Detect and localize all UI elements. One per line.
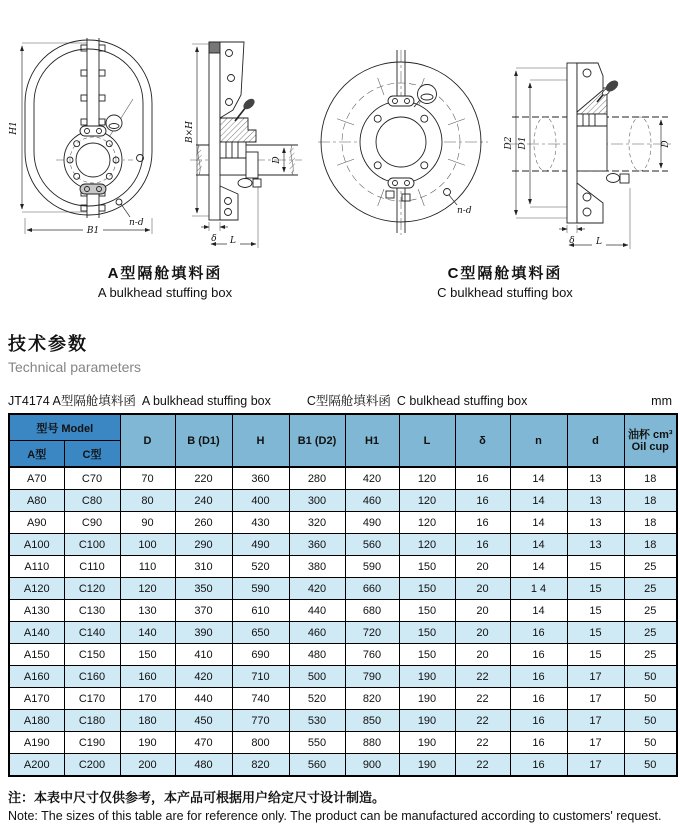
table-cell: 120 [399, 467, 455, 490]
a-front-view [9, 38, 152, 236]
dim-label-c-l: L [596, 237, 602, 247]
heading-zh: 技术参数 [8, 334, 88, 354]
table-cell: C80 [64, 490, 120, 512]
table-cell: 460 [345, 490, 399, 512]
table-cell: 590 [232, 578, 289, 600]
table-cell: 610 [232, 600, 289, 622]
table-cell: 25 [624, 578, 677, 600]
table-cell: 460 [289, 622, 345, 644]
table-cell: 760 [345, 644, 399, 666]
a-oil-cup-icon [106, 115, 122, 131]
table-header [9, 414, 677, 467]
table-row [9, 534, 677, 556]
table-cell: 15 [567, 600, 624, 622]
table-cell: 15 [567, 622, 624, 644]
table-cell: 16 [455, 490, 510, 512]
table-cell: 120 [399, 512, 455, 534]
dim-label-a-d: D [272, 156, 282, 164]
col-l: L [399, 414, 455, 467]
drawing-c-bulkhead-stuffing-box [310, 0, 680, 258]
table-cell: 150 [120, 644, 175, 666]
table-cell: 690 [232, 644, 289, 666]
table-row [9, 644, 677, 666]
table-cell: 300 [289, 490, 345, 512]
c-nd-hole [444, 189, 451, 196]
table-cell: 16 [455, 467, 510, 490]
c-bottom-bolt [402, 194, 410, 201]
col-d-small: d [567, 414, 624, 467]
table-cell: 710 [232, 666, 289, 688]
notes [8, 787, 672, 823]
table-cell: 220 [175, 467, 232, 490]
table-cell: 150 [399, 600, 455, 622]
table-cell: A80 [9, 490, 64, 512]
table-cell: 150 [399, 556, 455, 578]
table-cell: 14 [510, 600, 567, 622]
dim-label-b1: B1 [86, 226, 100, 236]
table-cell: 450 [175, 710, 232, 732]
table-cell: 260 [175, 512, 232, 534]
oil-cup-line2: Oil cup [631, 440, 669, 453]
note-en: Note: The sizes of this table are for reference only. The product can be manufactured according to customers' request. [8, 809, 662, 823]
table-cell: 420 [345, 467, 399, 490]
table-cell: 100 [120, 534, 175, 556]
table-cell: 14 [510, 490, 567, 512]
table-cell: 16 [510, 732, 567, 754]
table-cell: 120 [399, 534, 455, 556]
c-side-view [504, 63, 674, 249]
table-cell: C130 [64, 600, 120, 622]
table-cell: 25 [624, 556, 677, 578]
oil-cup-line1: 油杯 cm³ [627, 428, 673, 441]
table-cell: 150 [399, 622, 455, 644]
table-cell: 560 [289, 754, 345, 777]
table-cell: C190 [64, 732, 120, 754]
table-cell: 800 [232, 732, 289, 754]
table-cell: 16 [510, 644, 567, 666]
table-cell: 900 [345, 754, 399, 777]
technical-drawings [0, 0, 680, 258]
table-cell: 120 [399, 490, 455, 512]
table-cell: 16 [510, 688, 567, 710]
table-body [9, 467, 677, 776]
table-cell: C140 [64, 622, 120, 644]
table-cell: 590 [345, 556, 399, 578]
table-cell: 18 [624, 534, 677, 556]
table-row [9, 710, 677, 732]
table-row [9, 512, 677, 534]
parameters-table [8, 413, 678, 777]
model-header: 型号 Model [9, 414, 120, 441]
table-row [9, 666, 677, 688]
table-cell: 13 [567, 490, 624, 512]
a-center-flange [64, 126, 122, 194]
table-cell: 50 [624, 710, 677, 732]
table-cell: C70 [64, 467, 120, 490]
table-cell: A190 [9, 732, 64, 754]
table-cell: 180 [120, 710, 175, 732]
table-cell: 770 [232, 710, 289, 732]
table-cell: 14 [510, 534, 567, 556]
table-cell: A180 [9, 710, 64, 732]
table-cell: 660 [345, 578, 399, 600]
table-cell: 470 [175, 732, 232, 754]
table-title-right-zh: C型隔舱填料函 [306, 394, 391, 408]
table-cell: A140 [9, 622, 64, 644]
table-cell: A90 [9, 512, 64, 534]
table-unit: mm [651, 394, 672, 408]
dim-label-a-nd: n-d [129, 218, 144, 228]
table-row [9, 688, 677, 710]
table-cell: 140 [120, 622, 175, 644]
table-cell: 550 [289, 732, 345, 754]
table-cell: 390 [175, 622, 232, 644]
table-cell: 25 [624, 600, 677, 622]
table-cell: 14 [510, 467, 567, 490]
dim-label-c-d: D [661, 140, 671, 148]
table-cell: 430 [232, 512, 289, 534]
table-cell: 18 [624, 490, 677, 512]
dim-label-c-delta: δ [569, 236, 575, 246]
table-cell: 850 [345, 710, 399, 732]
table-cell: 17 [567, 754, 624, 777]
table-cell: 20 [455, 644, 510, 666]
table-cell: 190 [399, 666, 455, 688]
table-cell: 190 [120, 732, 175, 754]
c-front-view [318, 50, 488, 235]
table-cell: 16 [510, 754, 567, 777]
table-cell: A110 [9, 556, 64, 578]
table-cell: 480 [175, 754, 232, 777]
col-c-model: C型 [64, 441, 120, 468]
table-cell: 18 [624, 512, 677, 534]
table-cell: 680 [345, 600, 399, 622]
table-cell: 16 [510, 710, 567, 732]
table-cell: 350 [175, 578, 232, 600]
table-cell: 15 [567, 556, 624, 578]
table-cell: A200 [9, 754, 64, 777]
table-cell: 22 [455, 666, 510, 688]
table-cell: 560 [345, 534, 399, 556]
table-cell: 50 [624, 732, 677, 754]
table-cell: 22 [455, 710, 510, 732]
table-cell: 490 [345, 512, 399, 534]
table-cell: 120 [120, 578, 175, 600]
note-zh: 注：本表中尺寸仅供参考，本产品可根据用户给定尺寸设计制造。 [8, 790, 386, 805]
table-cell: 13 [567, 534, 624, 556]
table-cell: 70 [120, 467, 175, 490]
c-bottom-bolt [386, 191, 394, 198]
table-cell: 500 [289, 666, 345, 688]
col-b-d1: B (D1) [175, 414, 232, 467]
table-cell: C180 [64, 710, 120, 732]
table-row [9, 490, 677, 512]
table-cell: 20 [455, 578, 510, 600]
table-cell: 20 [455, 622, 510, 644]
table-cell: 13 [567, 512, 624, 534]
table-cell: 360 [289, 534, 345, 556]
table-cell: 190 [399, 688, 455, 710]
table-cell: 17 [567, 732, 624, 754]
table-cell: 190 [399, 732, 455, 754]
table-cell: A150 [9, 644, 64, 666]
table-cell: A120 [9, 578, 64, 600]
table-cell: 290 [175, 534, 232, 556]
table-cell: 50 [624, 754, 677, 777]
caption-c-en: C bulkhead stuffing box [437, 285, 573, 300]
table-cell: 400 [232, 490, 289, 512]
table-cell: A100 [9, 534, 64, 556]
table-row [9, 754, 677, 777]
table-cell: 740 [232, 688, 289, 710]
col-delta: δ [455, 414, 510, 467]
table-cell: C160 [64, 666, 120, 688]
table-cell: 22 [455, 688, 510, 710]
dim-label-a-delta: δ [211, 234, 217, 244]
table-cell: 50 [624, 688, 677, 710]
table-cell: 720 [345, 622, 399, 644]
dim-label-bxh: B×H [185, 120, 195, 144]
table-cell: 820 [232, 754, 289, 777]
table-cell: 1 4 [510, 578, 567, 600]
drawing-a-bulkhead-stuffing-box [0, 0, 310, 258]
section-heading [8, 330, 680, 375]
dim-label-d1: D1 [518, 136, 528, 150]
table-cell: 15 [567, 578, 624, 600]
table-cell: 380 [289, 556, 345, 578]
caption-a-zh: A型隔舱填料函 [107, 265, 223, 282]
table-cell: 16 [510, 622, 567, 644]
table-cell: 13 [567, 467, 624, 490]
table-cell: 190 [399, 754, 455, 777]
dim-label-h1: H1 [9, 121, 19, 135]
table-cell: 20 [455, 600, 510, 622]
table-cell: 480 [289, 644, 345, 666]
table-cell: A160 [9, 666, 64, 688]
caption-c-zh: C型隔舱填料函 [447, 265, 563, 282]
c-oil-cup-icon [414, 85, 437, 108]
table-row [9, 467, 677, 490]
table-cell: 80 [120, 490, 175, 512]
table-cell: 160 [120, 666, 175, 688]
table-cell: 440 [175, 688, 232, 710]
table-cell: C170 [64, 688, 120, 710]
table-cell: 880 [345, 732, 399, 754]
table-cell: 16 [455, 534, 510, 556]
table-cell: 90 [120, 512, 175, 534]
col-oil-cup [624, 414, 677, 467]
table-cell: 15 [567, 644, 624, 666]
table-cell: 520 [232, 556, 289, 578]
table-cell: C110 [64, 556, 120, 578]
table-cell: A70 [9, 467, 64, 490]
table-cell: 420 [289, 578, 345, 600]
caption-a-type [0, 262, 330, 300]
table-cell: 420 [175, 666, 232, 688]
table-cell: 25 [624, 644, 677, 666]
col-b1-d2: B1 (D2) [289, 414, 345, 467]
col-h1: H1 [345, 414, 399, 467]
table-cell: 150 [399, 644, 455, 666]
table-cell: 50 [624, 666, 677, 688]
table-cell: 14 [510, 556, 567, 578]
table-cell: 17 [567, 666, 624, 688]
table-cell: 530 [289, 710, 345, 732]
table-title [8, 391, 672, 409]
a-side-view [185, 42, 302, 248]
table-cell: 14 [510, 512, 567, 534]
table-cell: 790 [345, 666, 399, 688]
table-cell: 490 [232, 534, 289, 556]
dim-label-d2: D2 [504, 136, 514, 150]
table-cell: 440 [289, 600, 345, 622]
dim-label-c-nd: n-d [457, 206, 472, 216]
drawing-captions [0, 262, 680, 300]
table-cell: 190 [399, 710, 455, 732]
col-h: H [232, 414, 289, 467]
heading-en: Technical parameters [8, 359, 142, 375]
table-cell: 370 [175, 600, 232, 622]
table-cell: 280 [289, 467, 345, 490]
caption-a-en: A bulkhead stuffing box [97, 285, 233, 300]
table-cell: 410 [175, 644, 232, 666]
table-cell: 820 [345, 688, 399, 710]
table-cell: 25 [624, 622, 677, 644]
table-row [9, 556, 677, 578]
table-row [9, 600, 677, 622]
table-cell: 22 [455, 754, 510, 777]
table-cell: 150 [399, 578, 455, 600]
table-cell: 200 [120, 754, 175, 777]
table-cell: 130 [120, 600, 175, 622]
table-cell: 320 [289, 512, 345, 534]
table-cell: 110 [120, 556, 175, 578]
col-n: n [510, 414, 567, 467]
table-cell: 17 [567, 710, 624, 732]
table-cell: 16 [455, 512, 510, 534]
table-row [9, 732, 677, 754]
table-title-left-en: A bulkhead stuffing box [141, 394, 271, 408]
table-cell: C100 [64, 534, 120, 556]
c-center-flange [360, 96, 442, 188]
table-row [9, 622, 677, 644]
table-cell: 360 [232, 467, 289, 490]
table-cell: 17 [567, 688, 624, 710]
table-cell: C200 [64, 754, 120, 777]
table-cell: C90 [64, 512, 120, 534]
table-cell: 650 [232, 622, 289, 644]
table-cell: 22 [455, 732, 510, 754]
table-cell: A130 [9, 600, 64, 622]
caption-c-type [330, 262, 680, 300]
table-cell: 20 [455, 556, 510, 578]
table-cell: 520 [289, 688, 345, 710]
table-cell: C150 [64, 644, 120, 666]
table-cell: C120 [64, 578, 120, 600]
table-title-model: JT4174 A型隔舱填料函 [8, 394, 136, 408]
dim-label-a-l: L [230, 236, 236, 246]
col-d: D [120, 414, 175, 467]
table-cell: A170 [9, 688, 64, 710]
table-cell: 18 [624, 467, 677, 490]
table-cell: 310 [175, 556, 232, 578]
table-cell: 16 [510, 666, 567, 688]
col-a-model: A型 [9, 441, 64, 468]
table-title-right-en: C bulkhead stuffing box [396, 394, 528, 408]
table-cell: 170 [120, 688, 175, 710]
table-row [9, 578, 677, 600]
table-cell: 240 [175, 490, 232, 512]
